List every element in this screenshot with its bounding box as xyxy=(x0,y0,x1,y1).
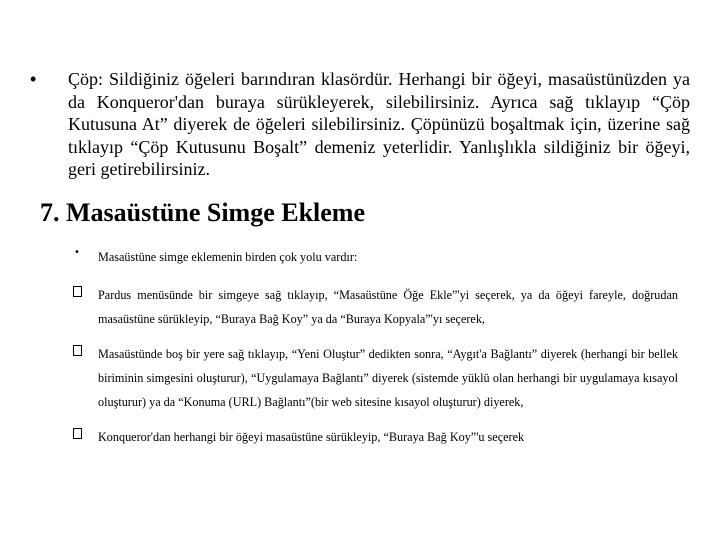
trash-description-text: : Sildiğiniz öğeleri barındıran klasördür. Herhangi bir öğeyi, masaüstünüzden ya da Konqueror'dan buraya sürükleyerek, silebilirsiniz. Ayrıca sağ tıklayıp “Çöp Kutusuna At” diyerek de öğeleri silebilirsiniz. Çöpünüzü boşaltmak için, üzerine sağ tıklayıp “Çöp Kutusunu Boşalt” demeniz yeterlidir. Yanlışlıkla sildiğiniz bir öğeyi, geri getirebilirsiniz. xyxy=(68,69,690,179)
list-item xyxy=(72,283,678,331)
trash-bullet-paragraph xyxy=(30,68,690,181)
section-heading: 7. Masaüstüne Simge Ekleme xyxy=(40,198,365,227)
box-bullet-icon xyxy=(73,286,82,297)
list-item xyxy=(72,425,678,449)
add-icon-methods-list xyxy=(72,245,678,449)
list-item-text: Masaüstüne simge eklemenin birden çok yolu vardır: xyxy=(98,250,358,264)
list-item-text: Konqueror'dan herhangi bir öğeyi masaüstüne sürükleyip, “Buraya Bağ Koy”'u seçerek xyxy=(98,430,525,444)
box-bullet-icon xyxy=(73,428,82,439)
list-item-text: Masaüstünde boş bir yere sağ tıklayıp, “Yeni Oluştur” dedikten sonra, “Aygıt'a Bağlantı” diyerek (herhangi bir bellek biriminin simgesini oluşturur), “Uygulamaya Bağlantı” diyerek (sistemde yüklü olan herhangi bir uygulamaya kısayol oluşturur) ya da “Konuma (URL) Bağlantı”(bir web sitesine kısayol oluşturur) diyerek, xyxy=(98,347,678,409)
list-item-text: Pardus menüsünde bir simgeye sağ tıklayıp, “Masaüstüne Öğe Ekle”'yi seçerek, ya da öğeyi fareyle, doğrudan masaüstüne sürükleyip, “Buraya Bağ Koy” ya da “Buraya Kopyala”'yı seçerek, xyxy=(98,288,678,326)
list-item xyxy=(72,245,678,269)
trash-description xyxy=(68,68,690,181)
trash-term: Çöp xyxy=(68,69,99,89)
list-item xyxy=(72,342,678,414)
bullet-marker: • xyxy=(30,69,37,89)
bullet-marker: • xyxy=(74,247,80,258)
box-bullet-icon xyxy=(73,345,82,356)
